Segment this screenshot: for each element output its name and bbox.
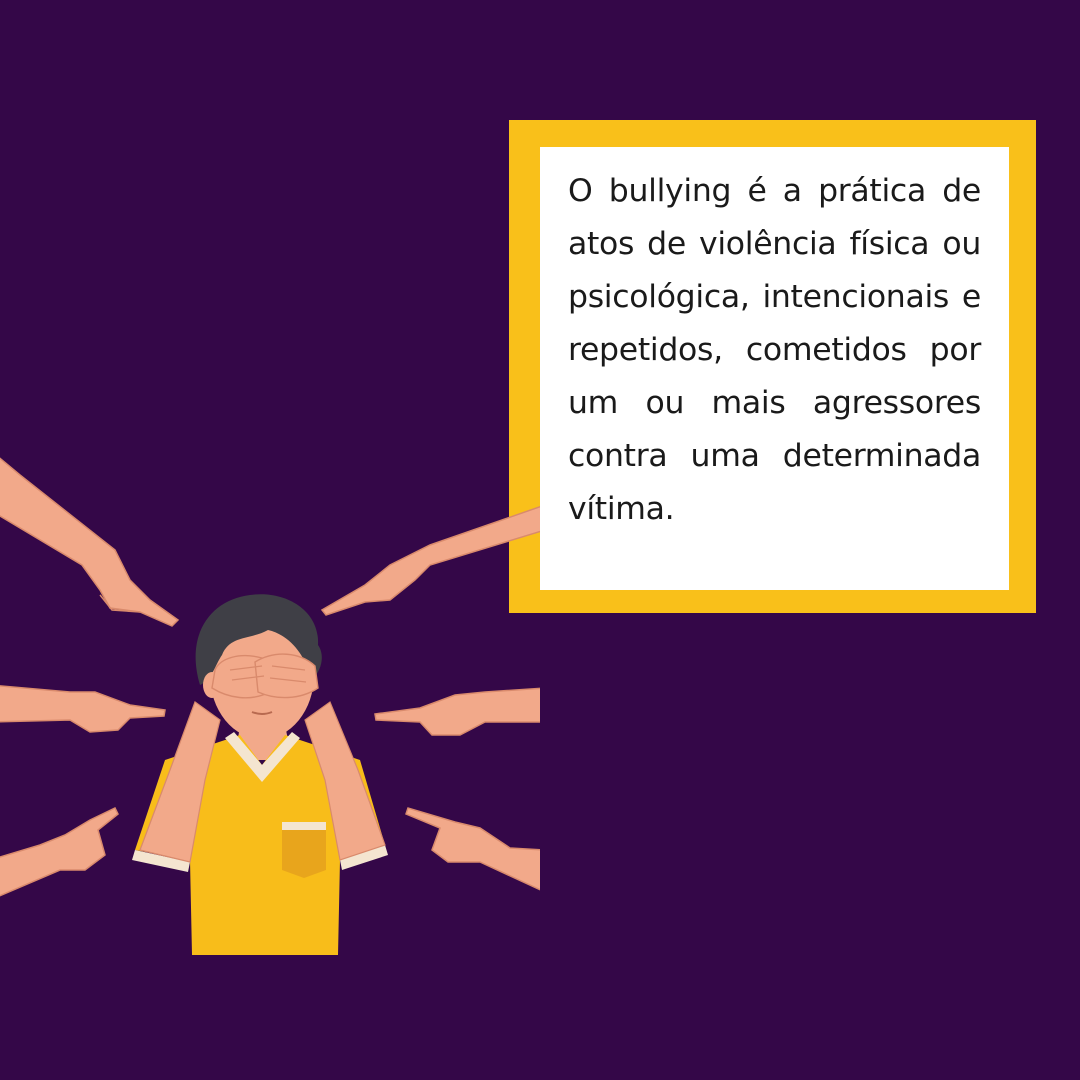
pointing-hand-bottom-left bbox=[0, 808, 118, 900]
text-frame bbox=[509, 120, 1036, 613]
pointing-hand-middle-left bbox=[0, 685, 165, 732]
shirt-pocket bbox=[282, 825, 326, 878]
bullying-illustration bbox=[0, 430, 560, 970]
pointing-hand-bottom-right bbox=[406, 808, 545, 892]
pointing-hand-top-left bbox=[0, 450, 178, 626]
right-hand bbox=[255, 654, 318, 697]
pointing-hand-top-right bbox=[322, 505, 545, 615]
text-card bbox=[540, 147, 1009, 590]
definition-text: O bullying é a prática de atos de violência física ou psicológica, intencionais e repetidos, cometidos por um ou mais agressores contra uma determinada vítima. bbox=[568, 173, 981, 527]
boy-figure bbox=[132, 594, 388, 955]
pointing-hand-middle-right bbox=[375, 688, 545, 735]
